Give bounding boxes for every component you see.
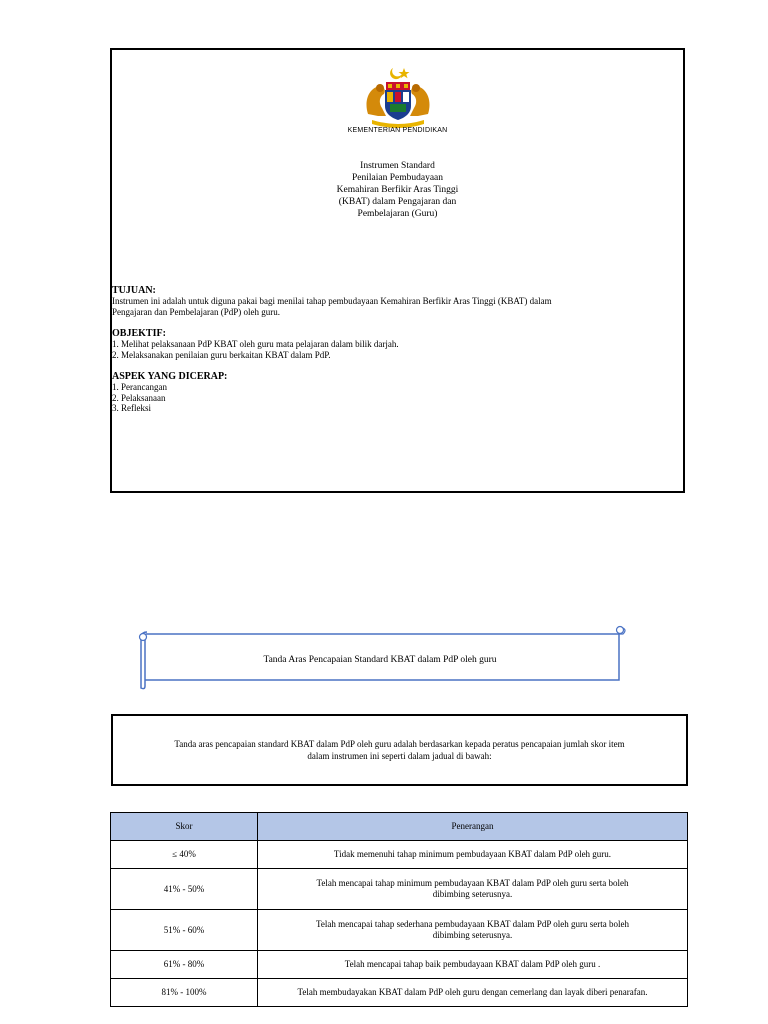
intro-box [111,714,688,786]
table-row [111,869,688,910]
document-title [112,160,683,220]
aspek-item: 1. Perancangan [112,382,167,392]
table-row [111,841,688,869]
skor-cell: 51% - 60% [111,910,258,951]
penerangan-cell [258,910,688,951]
tujuan-line: Instrumen ini adalah untuk diguna pakai bagi menilai tahap pembudayaan Kemahiran Berfikir Aras Tinggi (KBAT) dalam [112,296,552,306]
objektif-heading: OBJEKTIF: [112,328,166,339]
table-row [111,979,688,1007]
title-line: Kemahiran Berfikir Aras Tinggi [336,185,459,195]
objektif-item: 1. Melihat pelaksanaan PdP KBAT oleh guru mata pelajaran dalam bilik darjah. [112,339,399,349]
table-row [111,951,688,979]
penerangan-line: Telah mencapai tahap minimum pembudayaan KBAT dalam PdP oleh guru serta boleh [316,878,629,888]
tujuan-line: Pengajaran dan Pembelajaran (PdP) oleh guru. [112,306,280,317]
penerangan-cell [258,841,688,869]
skor-cell: ≤ 40% [111,841,258,869]
penerangan-line: Telah mencapai tahap baik pembudayaan KBAT dalam PdP oleh guru . [344,959,601,969]
intro-line: dalam instrumen ini seperti dalam jadual di bawah: [307,751,492,761]
cover-box [110,48,685,493]
tujuan-heading: TUJUAN: [112,285,156,296]
penerangan-line: dibimbing seterusnya. [432,889,513,899]
intro-line: Tanda aras pencapaian standard KBAT dalam PdP oleh guru adalah berdasarkan kepada peratus pencapaian jumlah skor item [174,739,625,749]
banner-title: Tanda Aras Pencapaian Standard KBAT dalam PdP oleh guru [263,655,497,665]
aspek-item: 3. Refleksi [112,403,151,413]
table-header-row [111,813,688,841]
title-line: Pembelajaran (Guru) [357,209,438,219]
score-table [110,812,688,1007]
penerangan-cell [258,979,688,1007]
title-line: (KBAT) dalam Pengajaran dan [338,197,457,207]
title-line: Penilaian Pembudayaan [351,173,443,183]
aspek-item: 2. Pelaksanaan [112,392,166,403]
aspek-heading: ASPEK YANG DICERAP: [112,371,228,382]
column-header-penerangan: Penerangan [258,813,688,841]
cover-content [112,285,672,414]
skor-cell: 61% - 80% [111,951,258,979]
skor-cell: 41% - 50% [111,869,258,910]
penerangan-line: dibimbing seterusnya. [432,930,513,940]
malaysia-coat-of-arms-icon [360,66,436,130]
ministry-name: KEMENTERIAN PENDIDIKAN [347,127,448,134]
column-header-skor: Skor [111,813,258,841]
penerangan-line: Tidak memenuhi tahap minimum pembudayaan KBAT dalam PdP oleh guru. [333,849,612,859]
penerangan-line: Telah mencapai tahap sederhana pembudayaan KBAT dalam PdP oleh guru serta boleh [315,919,630,929]
skor-cell: 81% - 100% [111,979,258,1007]
penerangan-cell [258,869,688,910]
title-line: Instrumen Standard [360,161,435,171]
penerangan-cell [258,951,688,979]
objektif-item: 2. Melaksanakan penilaian guru berkaitan KBAT dalam PdP. [112,349,331,360]
table-row [111,910,688,951]
penerangan-line: Telah membudayakan KBAT dalam PdP oleh guru dengan cemerlang dan layak diberi penarafan. [297,987,648,997]
